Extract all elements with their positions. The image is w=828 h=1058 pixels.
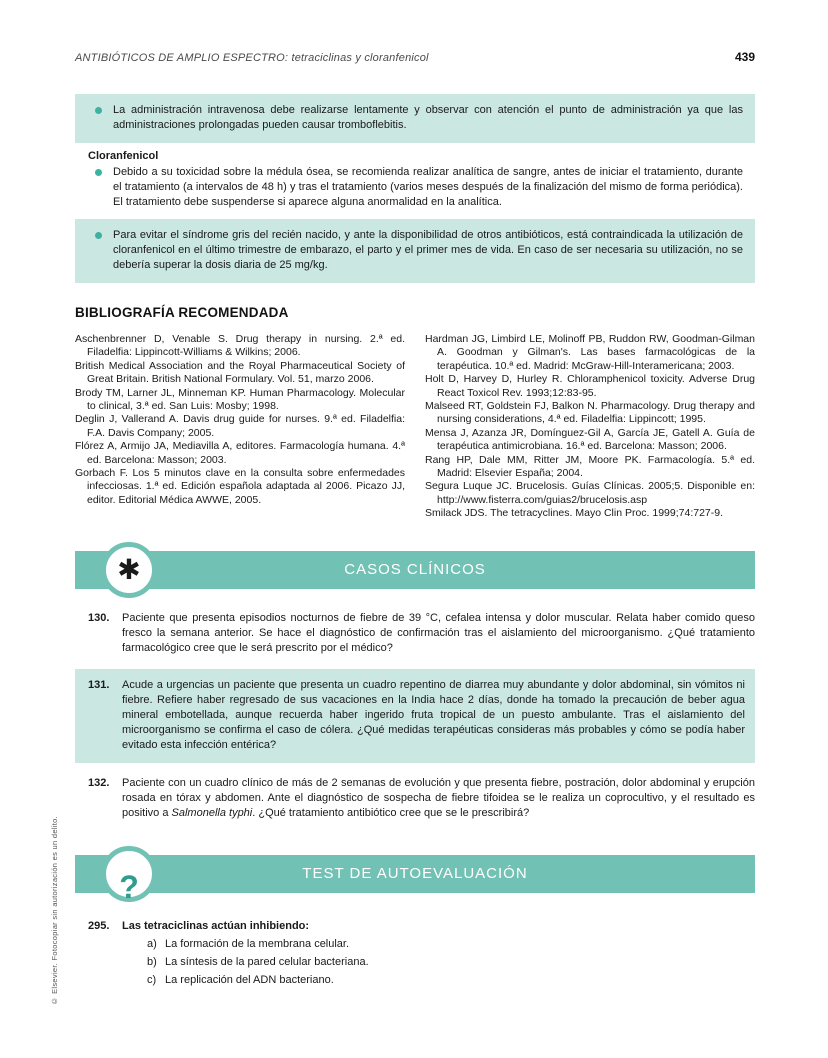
question-badge [101, 846, 157, 905]
note-block-2 [75, 143, 755, 219]
note-block-3 [75, 219, 755, 283]
page-number: 439 [734, 50, 755, 64]
bullet-icon [95, 169, 102, 176]
case-number: 131. [88, 678, 110, 691]
bibliography-column-right [425, 333, 755, 521]
bibliography-entry: British Medical Association and the Royal Pharmaceutical Society of Great Britain. British National Formulary. Vol. 51, marzo 2006. [75, 359, 405, 386]
copyright-notice: © Elsevier. Fotocopiar sin autorización es un delito. [50, 816, 59, 1006]
case-text: Acude a urgencias un paciente que presenta un cuadro repentino de diarrea muy abundante y dolor abdominal, sin vómitos ni fiebre. Refiere haber regresado de sus vacaciones en la India hace 2 días, donde ha tomado la precaución de beber agua mineral embotellada, aunque recuerda haber ingerido fruta tropical de un puesto ambulante. Tras el aislamiento del microorganismo se confirma el caso de cólera. ¿Qué medidas terapéuticas consideras más probables y cómo se podía haber evitado esta infección entérica? [122, 678, 745, 751]
bibliography-entry: Brody TM, Larner JL, Minneman KP. Human Pharmacology. Molecular to clinical, 3.ª ed. San Luis: Mosby; 1998. [75, 386, 405, 413]
bibliography-entry: Mensa J, Azanza JR, Domínguez-Gil A, García JE, Gatell A. Guía de terapéutica antimicrobiana. 16.ª ed. Barcelona: Masson; 2006. [425, 426, 755, 453]
option-letter: b) [147, 955, 157, 968]
note-subheading: Cloranfenicol [88, 150, 159, 162]
bibliography-entry: Hardman JG, Limbird LE, Molinoff PB, Ruddon RW, Goodman-Gilman A. Goodman y Gilman's. Las bases farmacológicas de la terapéutica. 10.ª ed. Madrid: McGraw-Hill-Interamericana; 2003. [425, 333, 755, 372]
bibliography-entry: Aschenbrenner D, Venable S. Drug therapy in nursing. 2.ª ed. Filadelfia: Lippincott-Williams & Wilkins; 2006. [75, 333, 405, 359]
question-number: 295. [88, 919, 110, 932]
case-number: 130. [88, 611, 110, 624]
test-question-295 [75, 919, 755, 988]
answer-option-c [122, 973, 755, 988]
bibliography-entry: Deglin J, Vallerand A. Davis drug guide for nurses. 9.ª ed. Filadelfia: F.A. Davis Company; 2005. [75, 413, 405, 439]
bullet-icon [95, 107, 102, 114]
note-text: Debido a su toxicidad sobre la médula ósea, se recomienda realizar analítica de sangre, antes de iniciar el tratamiento, durante el tratamiento (a intervalos de 48 h) y tras el tratamiento (varios meses después de la finalización del mismo de forma periódica). El tratamiento debe suspenderse si aparece alguna anormalidad en la analítica. [113, 166, 743, 208]
bibliography-columns [75, 333, 755, 521]
bibliography-section [75, 305, 755, 521]
clinical-cases-banner-label: CASOS CLÍNICOS [344, 561, 486, 579]
question-text: Las tetraciclinas actúan inhibiendo: [122, 919, 310, 932]
bibliography-entry: Malseed RT, Goldstein FJ, Balkon N. Pharmacology. Drug therapy and nursing considerations, 4.ª ed. Filadelfia: Lippincott; 1995. [425, 400, 755, 426]
bibliography-heading: BIBLIOGRAFÍA RECOMENDADA [75, 305, 289, 320]
bullet-icon [95, 232, 102, 239]
self-test-banner-label: TEST DE AUTOEVALUACIÓN [302, 865, 528, 883]
note-block-1 [75, 94, 755, 143]
option-text: La formación de la membrana celular. [165, 937, 350, 950]
bibliography-column-left [75, 333, 405, 521]
bibliography-entry: Flórez A, Armijo JA, Mediavilla A, editores. Farmacología humana. 4.ª ed. Barcelona: Masson; 2003. [75, 440, 405, 466]
self-test-section [75, 919, 755, 988]
question-mark-icon: ? [119, 868, 139, 905]
asterisk-icon: ✱ [117, 553, 141, 585]
bibliography-entry: Segura Luque JC. Brucelosis. Guías Clínicas. 2005;5. Disponible en: http://www.fisterra.com/guias2/brucelosis.asp [425, 480, 755, 506]
case-text: Paciente que presenta episodios nocturnos de fiebre de 39 °C, cefalea intensa y dolor muscular. Relata haber comido queso fresco la semana anterior. Se hace el diagnóstico de confirmación tras el aislamiento del microorganismo. ¿Qué tratamiento farmacológico cree que le será prescrito por el médico? [122, 611, 755, 654]
asterisk-badge [101, 542, 157, 598]
case-text: Paciente con un cuadro clínico de más de 2 semanas de evolución y que presenta fiebre, postración, dolor abdominal y erupción rosada en tórax y abdomen. Ante el diagnóstico de sospecha de fiebre tifoidea se le realiza un coprocultivo, y el resultado es positivo a Salmonella typhi. ¿Qué tratamiento antibiótico cree que se le prescribirá? [122, 776, 755, 819]
bibliography-entry: Smilack JDS. The tetracyclines. Mayo Clin Proc. 1999;74:727-9. [425, 507, 724, 520]
bibliography-entry: Holt D, Harvey D, Hurley R. Chloramphenicol toxicity. Adverse Drug React Toxicol Rev. 1993;12:83-95. [425, 373, 755, 399]
self-test-banner [75, 855, 755, 905]
case-number: 132. [88, 776, 110, 789]
clinical-case-132 [75, 776, 755, 821]
clinical-case-131 [75, 669, 755, 763]
running-head [75, 50, 755, 64]
clinical-case-130 [75, 611, 755, 656]
bibliography-entry: Gorbach F. Los 5 minutos clave en la consulta sobre enfermedades infecciosas. 1.ª ed. Edición española adaptada al 2006. Picazo JJ, editor. Editorial Médica AWWE, 2005. [75, 467, 405, 506]
answer-option-a [122, 937, 755, 952]
option-text: La síntesis de la pared celular bacteriana. [165, 955, 369, 968]
option-letter: c) [147, 973, 157, 986]
note-text: La administración intravenosa debe realizarse lentamente y observar con atención el punto de administración ya que las administraciones prolongadas pueden causar tromboflebitis. [113, 104, 743, 131]
clinical-cases-section [75, 611, 755, 821]
bibliography-entry: Rang HP, Dale MM, Ritter JM, Moore PK. Farmacología. 5.ª ed. Madrid: Elsevier España; 2004. [425, 453, 755, 480]
note-text: Para evitar el síndrome gris del recién nacido, y ante la disponibilidad de otros antibióticos, está contraindicada la utilización de cloranfenicol en el último trimestre de embarazo, el parto y el primer mes de vida. En caso de ser necesaria su utilización, no se debería superar la dosis diaria de 25 mg/kg. [113, 229, 743, 271]
clinical-cases-banner [75, 551, 755, 589]
option-text: La replicación del ADN bacteriano. [165, 973, 334, 986]
question-body [122, 919, 755, 988]
option-letter: a) [147, 937, 157, 950]
answer-option-b [122, 955, 755, 970]
chapter-title: ANTIBIÓTICOS DE AMPLIO ESPECTRO: tetraciclinas y cloranfenicol [75, 52, 429, 64]
highlighted-notes-box [75, 94, 755, 283]
